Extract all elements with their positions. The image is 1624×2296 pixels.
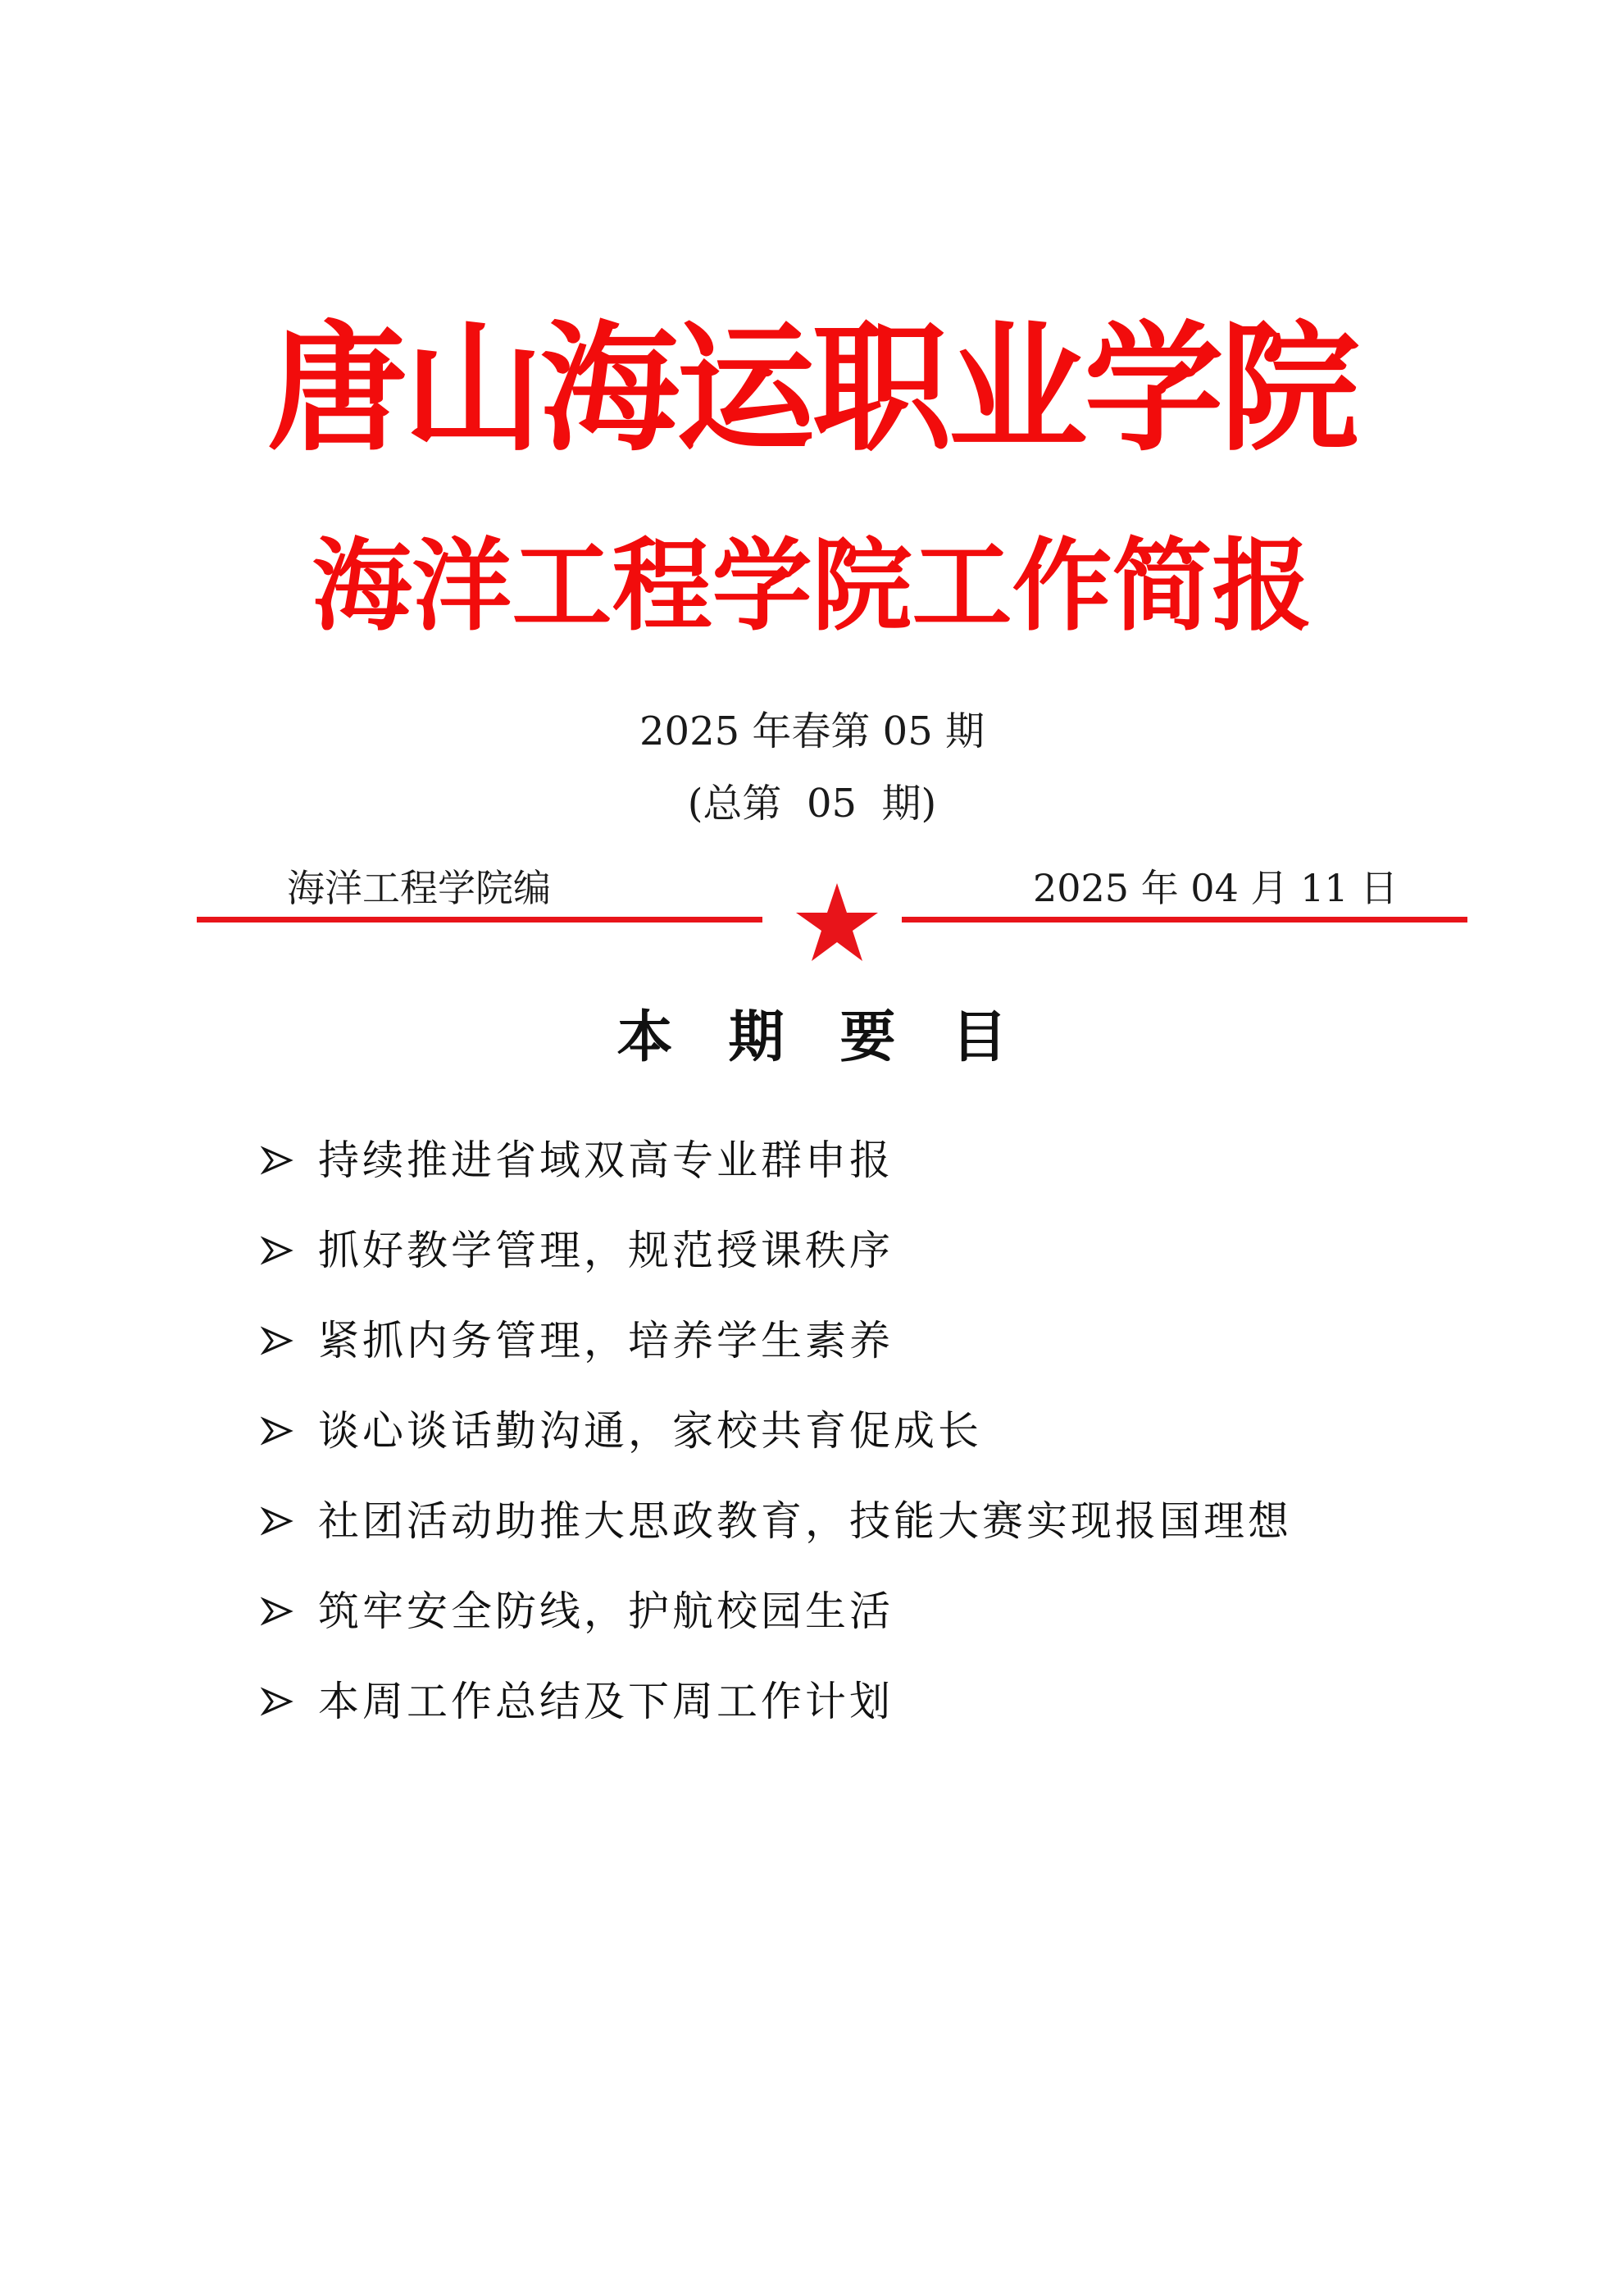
toc-heading: 本期要目	[616, 1004, 1063, 1070]
toc-item	[261, 1205, 1490, 1296]
institution-title: 唐山海运职业学院	[267, 308, 1357, 471]
toc-item-text: 谈心谈话勤沟通，家校共育促成长	[318, 1407, 982, 1455]
masthead-rule-left	[197, 917, 762, 922]
toc-list	[261, 1115, 1490, 1747]
toc-item-text: 社团活动助推大思政教育，技能大赛实现报国理想	[318, 1497, 1292, 1545]
bulletin-title: 海洋工程学院工作简报	[312, 528, 1312, 645]
arrowhead-bullet-icon	[261, 1144, 318, 1177]
toc-item	[261, 1386, 1490, 1476]
issue-total: (总第 05 期)	[687, 781, 937, 827]
arrowhead-bullet-icon	[261, 1505, 318, 1538]
toc-item	[261, 1115, 1490, 1205]
toc-item-text: 紧抓内务管理，培养学生素养	[318, 1317, 894, 1364]
toc-item-text: 持续推进省域双高专业群申报	[318, 1137, 894, 1184]
toc-item-text: 本周工作总结及下周工作计划	[318, 1678, 894, 1725]
issue-date: 2025 年 04 月 11 日	[1033, 866, 1399, 910]
arrowhead-bullet-icon	[261, 1234, 318, 1267]
toc-item	[261, 1656, 1490, 1747]
red-star-icon	[794, 882, 880, 963]
arrowhead-bullet-icon	[261, 1324, 318, 1357]
arrowhead-bullet-icon	[261, 1685, 318, 1718]
arrowhead-bullet-icon	[261, 1595, 318, 1628]
issue-edition: 2025 年春第 05 期	[639, 708, 985, 754]
toc-item-text: 筑牢安全防线，护航校园生活	[318, 1588, 894, 1635]
toc-item	[261, 1296, 1490, 1386]
toc-item	[261, 1476, 1490, 1566]
arrowhead-bullet-icon	[261, 1414, 318, 1447]
editor-label: 海洋工程学院编	[287, 866, 551, 910]
toc-item-text: 抓好教学管理，规范授课秩序	[318, 1227, 894, 1274]
masthead-rule-right	[902, 917, 1467, 922]
toc-item	[261, 1566, 1490, 1656]
